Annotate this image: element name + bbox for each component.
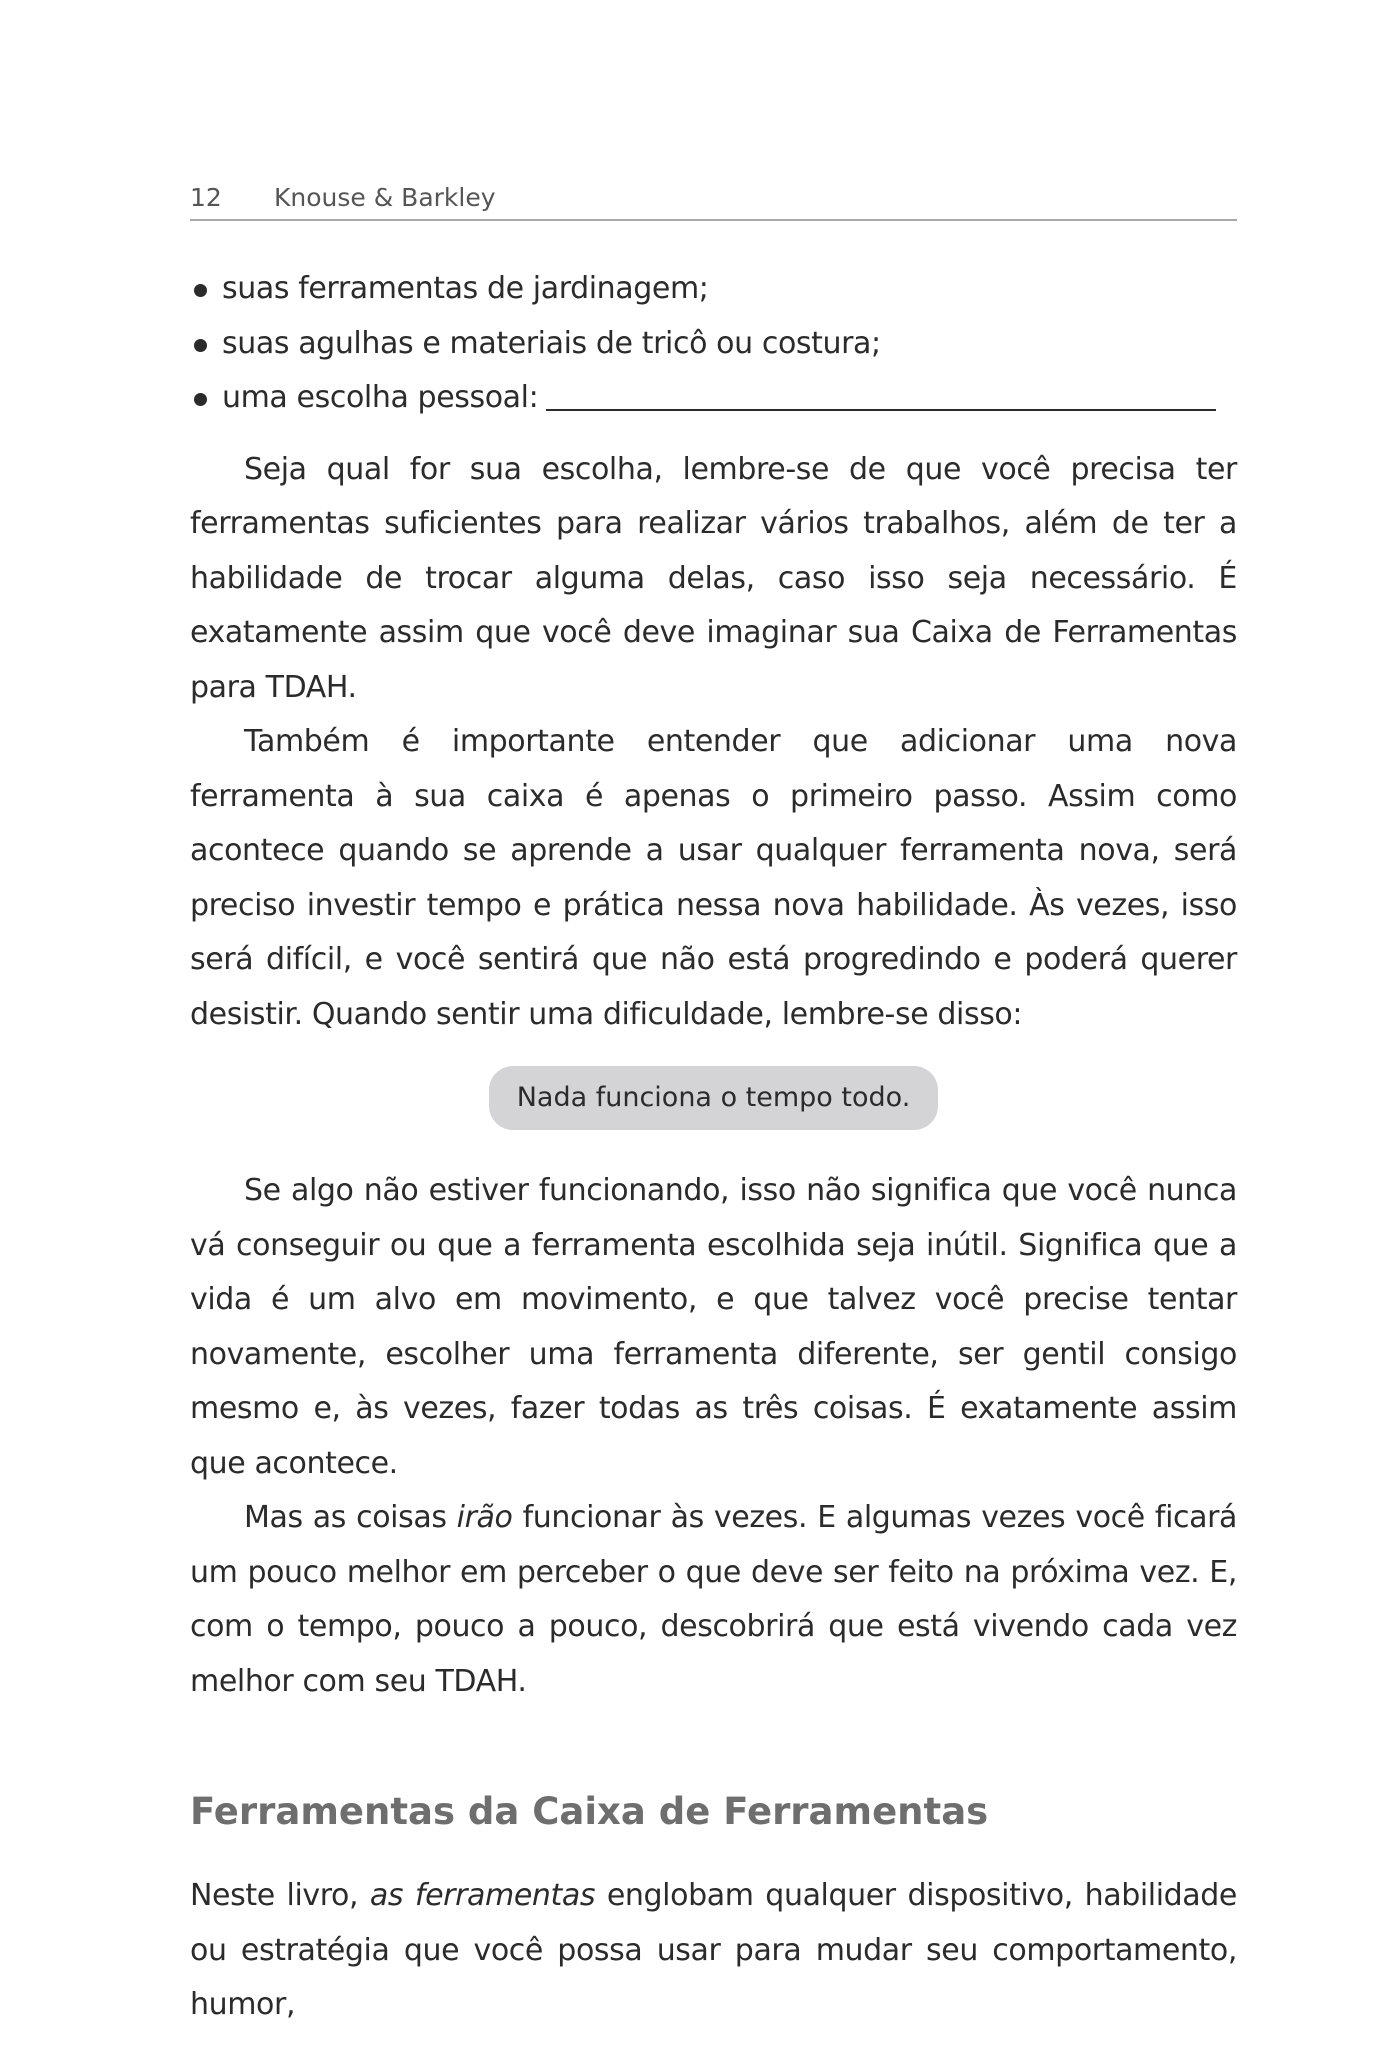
emphasis: irão: [456, 1500, 513, 1535]
paragraph: Neste livro, as ferramentas englobam qualquer dispositivo, habilidade ou estratégia que você possa usar para mudar seu comportamento, humor,: [190, 1878, 1237, 2022]
running-head: Knouse & Barkley: [274, 183, 496, 212]
paragraph: Também é importante entender que adicionar uma nova ferramenta à sua caixa é apenas o primeiro passo. Assim como acontece quando se aprende a usar qualquer ferramenta nova, será preciso investir tempo e prática nessa nova habilidade. Às vezes, isso será difícil, e você sentirá que não está progredindo e poderá querer desistir. Quando sentir uma dificuldade, lembre-se disso:: [190, 724, 1237, 1032]
callout-box: Nada funciona o tempo todo.: [489, 1066, 939, 1130]
fill-in-blank-line: [546, 409, 1216, 411]
callout-container: [190, 1066, 1237, 1130]
paragraph: Mas as coisas irão funcionar às vezes. E algumas vezes você ficará um pouco melhor em perceber o que deve ser feito na próxima vez. E, com o tempo, pouco a pouco, descobrirá que está vivendo cada vez melhor com seu TDAH.: [190, 1500, 1237, 1699]
list-item: suas agulhas e materiais de tricô ou costura;: [190, 317, 1237, 372]
paragraph: Seja qual for sua escolha, lembre-se de que você precisa ter ferramentas suficientes para realizar vários trabalhos, além de ter a habilidade de trocar alguma delas, caso isso seja necessário. É exatamente assim que você deve imaginar sua Caixa de Ferramentas para TDAH.: [190, 451, 1237, 705]
list-item: suas ferramentas de jardinagem;: [190, 262, 1237, 317]
bullet-list: [190, 262, 1237, 426]
page-body: [190, 262, 1237, 2033]
paragraph: Se algo não estiver funcionando, isso não significa que você nunca vá conseguir ou que a ferramenta escolhida seja inútil. Significa que a vida é um alvo em movimento, e que talvez você precise tentar novamente, escolher uma ferramenta diferente, ser gentil consigo mesmo e, às vezes, fazer todas as três coisas. É exatamente assim que acontece.: [190, 1173, 1237, 1481]
page-header: [190, 183, 1237, 221]
emphasis: as ferramentas: [369, 1878, 596, 1913]
page-number: 12: [190, 183, 222, 212]
section-heading: Ferramentas da Caixa de Ferramentas: [190, 1790, 989, 1833]
list-item: uma escolha pessoal:: [190, 371, 1237, 426]
